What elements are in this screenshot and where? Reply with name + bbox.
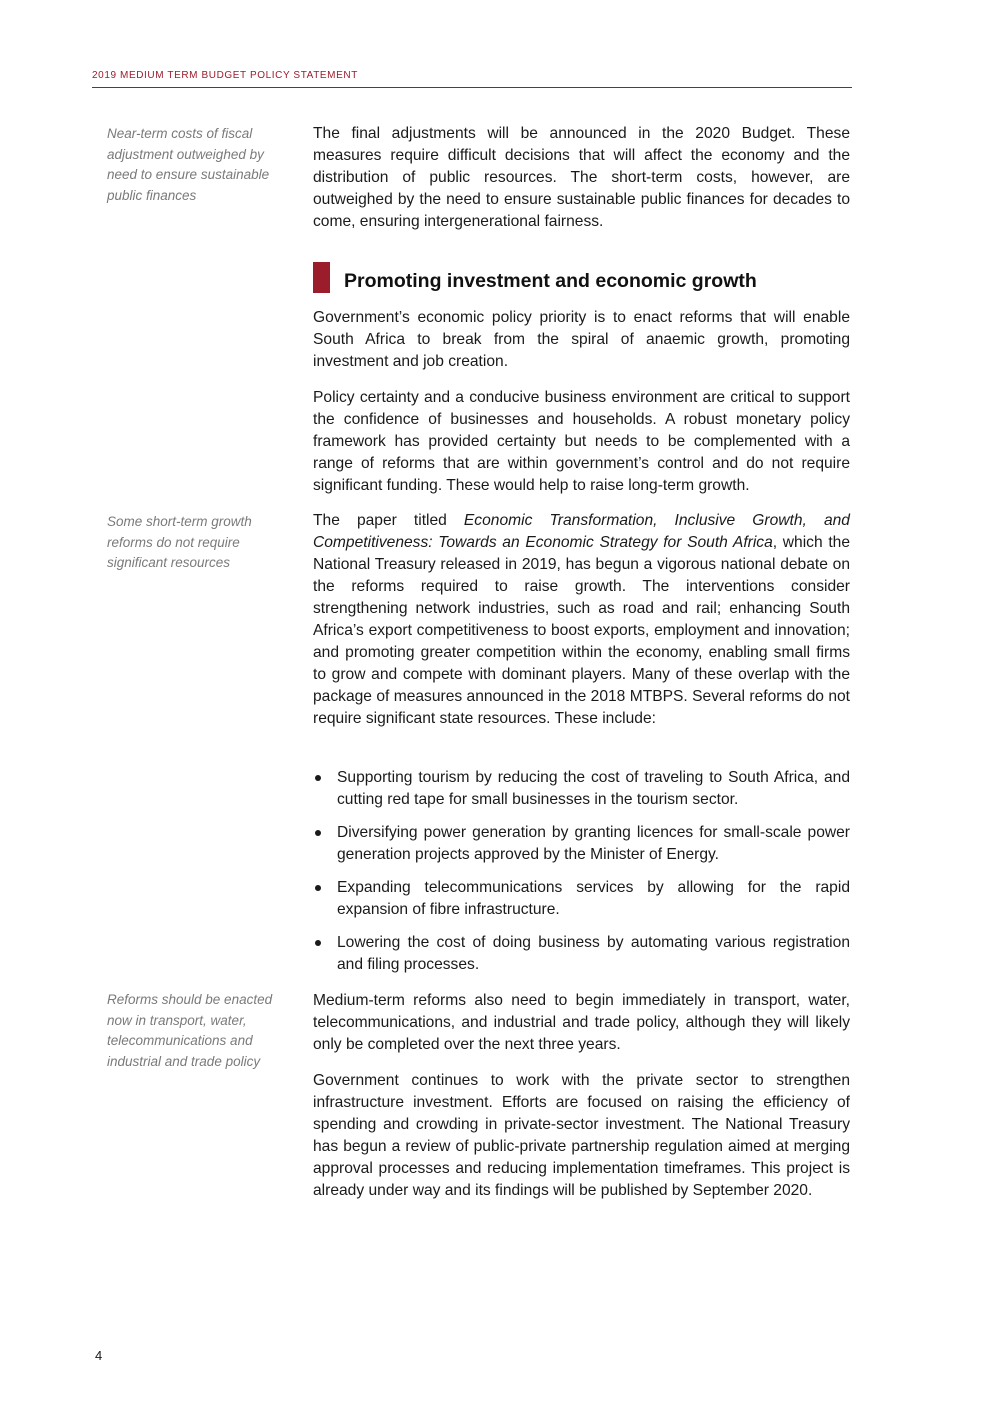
sidenote-growth-reforms: Some short-term growth reforms do not require significant resources xyxy=(107,514,252,570)
section-title: Promoting investment and economic growth xyxy=(344,270,757,292)
paragraph-text: Policy certainty and a conducive business environment are critical to support the confidence of businesses and households. A robust monetary policy framework has provided certainty but needs to be complemented with a range of reforms that are within government’s control and do not require significant funding. These would help to raise long-term growth. xyxy=(313,389,850,494)
paragraph-medium-term-reforms xyxy=(313,990,850,1056)
bullet-icon xyxy=(315,885,321,891)
bullet-icon xyxy=(315,830,321,836)
paragraph-economic-strategy-paper xyxy=(313,510,850,730)
bullet-text: Expanding telecommunications services by allowing for the rapid expansion of fibre infrastructure. xyxy=(337,879,850,918)
heading-marker xyxy=(313,262,330,293)
running-header: 2019 MEDIUM TERM BUDGET POLICY STATEMENT xyxy=(92,70,852,88)
bullet-icon xyxy=(315,775,321,781)
paragraph-rest: , which the National Treasury released in 2019, has begun a vigorous national debate on the reforms required to raise growth. The interventions consider strengthening network industries, such as road and rail; enhancing South Africa’s export competitiveness to boost exports, employment and innovation; and promoting greater competition within the economy, enabling small firms to grow and compete with dominant players. Many of these overlap with the package of measures announced in the 2018 MTBPS. Several reforms do not require significant state resources. These include: xyxy=(313,534,851,727)
section-heading xyxy=(313,262,850,294)
paper-title: Economic Transformation, Inclusive Growth, and Competitiveness: Towards an Economic Strategy for South Africa xyxy=(313,512,850,551)
reform-bullet-list xyxy=(313,767,850,976)
paragraph-lead: The paper titled xyxy=(313,512,464,529)
paragraph-final-adjustments xyxy=(313,123,850,233)
sidenote-fiscal-adjustment: Near-term costs of fiscal adjustment outweighed by need to ensure sustainable public finances xyxy=(107,126,270,203)
paragraph-text: Government continues to work with the private sector to strengthen infrastructure investment. Efforts are focused on raising the efficiency of spending and crowding in private-sector investment. The National Treasury has begun a review of public-private partnership regulation aimed at merging approval processes and reducing implementation timeframes. This project is already under way and its findings will be published by September 2020. xyxy=(313,1072,850,1199)
paragraph-policy-certainty xyxy=(313,387,850,497)
sidenote-medium-term-reforms: Reforms should be enacted now in transport, water, telecommunications and industrial and trade policy xyxy=(107,992,273,1069)
paragraph-infrastructure-investment xyxy=(313,1070,850,1202)
bullet-text: Supporting tourism by reducing the cost of traveling to South Africa, and cutting red tape for small businesses in the tourism sector. xyxy=(337,769,850,808)
paragraph-text: Medium-term reforms also need to begin immediately in transport, water, telecommunications, and industrial and trade policy, although they will likely only be completed over the next three years. xyxy=(313,992,850,1053)
paragraph-text xyxy=(313,510,850,730)
bullet-item-telecommunications xyxy=(313,877,850,921)
paragraph-text: The final adjustments will be announced in the 2020 Budget. These measures require difficult decisions that will affect the economy and the distribution of public resources. The short-term costs, however, are outweighed by the need to ensure sustainable public finances for decades to come, ensuring intergenerational fairness. xyxy=(313,125,850,230)
page-number: 4 xyxy=(95,1348,103,1363)
bullet-text: Lowering the cost of doing business by automating various registration and filing processes. xyxy=(337,934,850,973)
bullet-icon xyxy=(315,940,321,946)
paragraph-policy-priority xyxy=(313,307,850,373)
bullet-item-power-generation xyxy=(313,822,850,866)
bullet-item-tourism xyxy=(313,767,850,811)
paragraph-text: Government’s economic policy priority is to enact reforms that will enable South Africa to break from the spiral of anaemic growth, promoting investment and job creation. xyxy=(313,309,850,370)
bullet-text: Diversifying power generation by granting licences for small-scale power generation projects approved by the Minister of Energy. xyxy=(337,824,850,863)
bullet-item-cost-of-business xyxy=(313,932,850,976)
